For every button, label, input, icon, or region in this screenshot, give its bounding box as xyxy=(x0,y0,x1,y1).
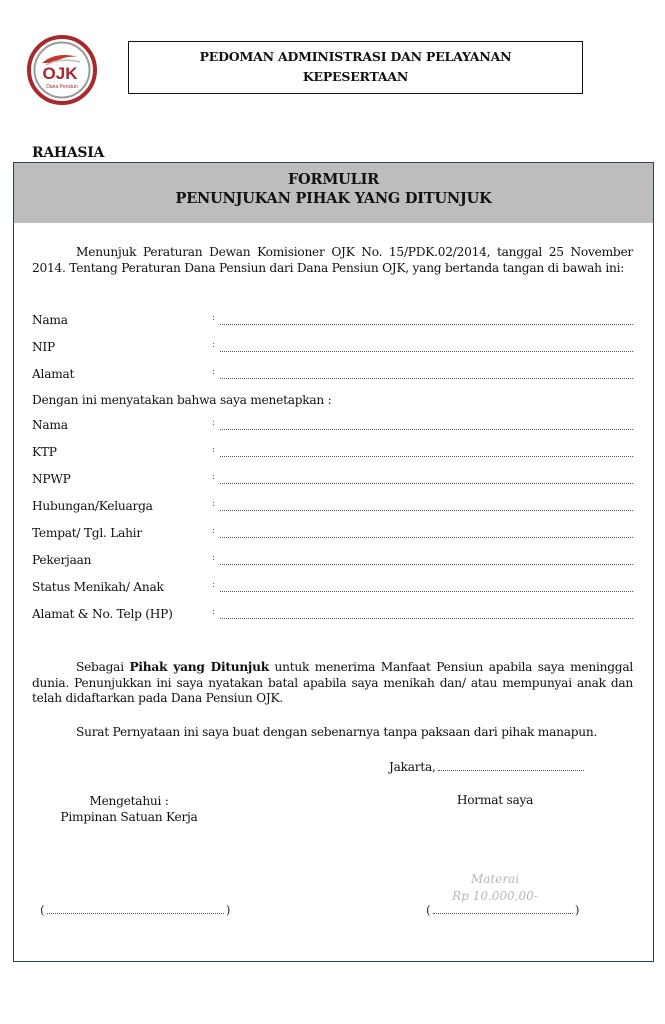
left-signature-name-line[interactable] xyxy=(47,905,224,914)
para1-pre: Sebagai xyxy=(76,660,130,674)
field-label: Alamat & No. Telp (HP) xyxy=(32,607,173,621)
stamp-placeholder xyxy=(434,871,556,905)
left-sign-label-line2: Pimpinan Satuan Kerja xyxy=(60,810,198,824)
field-colon: : xyxy=(212,607,215,617)
classification-label: RAHASIA xyxy=(32,145,105,161)
paren-close: ) xyxy=(574,903,580,917)
field-label: Tempat/ Tgl. Lahir xyxy=(32,526,142,540)
field-input-line[interactable] xyxy=(220,350,633,352)
field-colon: : xyxy=(212,418,215,428)
field-input-line[interactable] xyxy=(220,509,633,511)
form-title-line2: PENUNJUKAN PIHAK YANG DITUNJUK xyxy=(175,190,492,207)
left-sign-label-line1: Mengetahui : xyxy=(89,794,169,808)
field-nominee-nama[interactable] xyxy=(32,418,633,434)
field-nominee-npwp[interactable] xyxy=(32,472,633,488)
field-colon: : xyxy=(212,553,215,563)
field-input-line[interactable] xyxy=(220,428,633,430)
field-label: Pekerjaan xyxy=(32,553,92,567)
form-title-line1: FORMULIR xyxy=(287,171,380,188)
field-colon: : xyxy=(212,340,215,350)
logo-subtitle: Dana Pensiun xyxy=(46,84,78,90)
field-colon: : xyxy=(212,472,215,482)
left-signature-title xyxy=(54,793,204,825)
right-signature-name-line[interactable] xyxy=(433,905,573,914)
ojk-logo xyxy=(26,35,98,105)
field-nominee-tempat-tgl-lahir[interactable] xyxy=(32,526,633,542)
stamp-line2: Rp 10.000,00- xyxy=(452,889,538,903)
field-input-line[interactable] xyxy=(220,455,633,457)
declaration-paragraph xyxy=(32,725,633,741)
form-title-band xyxy=(14,163,653,223)
field-label: Nama xyxy=(32,418,68,432)
nominee-paragraph xyxy=(32,660,633,707)
paren-open: ( xyxy=(426,903,431,917)
field-label: NIP xyxy=(32,340,55,354)
field-colon: : xyxy=(212,313,215,323)
para1-bold: Pihak yang Ditunjuk xyxy=(129,660,269,674)
intro-text: Menunjuk Peraturan Dewan Komisioner OJK No. 15/PDK.02/2014, tanggal 25 November 2014. Tentang Peraturan Dana Pensiun dari Dana Pensiun OJK, yang bertanda tangan di bawah ini: xyxy=(32,245,633,275)
field-label: Status Menikah/ Anak xyxy=(32,580,164,594)
field-input-line[interactable] xyxy=(220,563,633,565)
form-frame xyxy=(13,162,654,962)
field-input-line[interactable] xyxy=(220,590,633,592)
field-label: Alamat xyxy=(32,367,75,381)
right-signature-title: Hormat saya xyxy=(456,793,534,807)
field-nominee-status[interactable] xyxy=(32,580,633,596)
right-signature-line[interactable] xyxy=(426,903,579,917)
field-colon: : xyxy=(212,580,215,590)
header-title-line1: PEDOMAN ADMINISTRASI DAN PELAYANAN xyxy=(199,49,512,64)
field-nominee-alamat-telp[interactable] xyxy=(32,607,633,623)
field-colon: : xyxy=(212,526,215,536)
field-colon: : xyxy=(212,367,215,377)
field-colon: : xyxy=(212,499,215,509)
statement-text: Dengan ini menyatakan bahwa saya menetapkan : xyxy=(32,393,332,407)
field-input-line[interactable] xyxy=(220,323,633,325)
field-label: Hubungan/Keluarga xyxy=(32,499,153,513)
paren-open: ( xyxy=(40,903,45,917)
field-input-line[interactable] xyxy=(220,377,633,379)
date-input-line[interactable] xyxy=(438,762,584,771)
stamp-line1: Materai xyxy=(470,872,520,886)
para1-post: untuk menerima Manfaat Pensiun apabila saya meninggal dunia. Penunjukkan ini saya nyatakan batal apabila saya menikah dan/ atau mempunyai anak dan telah didaftarkan pada Dana Pensiun OJK. xyxy=(32,660,633,705)
field-input-line[interactable] xyxy=(220,482,633,484)
field-nominee-pekerjaan[interactable] xyxy=(32,553,633,569)
place-label: Jakarta, xyxy=(389,760,436,774)
para2-text: Surat Pernyataan ini saya buat dengan sebenarnya tanpa paksaan dari pihak manapun. xyxy=(76,725,598,739)
document-header xyxy=(128,41,583,94)
field-signer-alamat[interactable] xyxy=(32,367,633,383)
field-signer-nama[interactable] xyxy=(32,313,633,329)
paren-close: ) xyxy=(225,903,231,917)
field-label: KTP xyxy=(32,445,57,459)
field-label: NPWP xyxy=(32,472,71,486)
field-input-line[interactable] xyxy=(220,617,633,619)
field-colon: : xyxy=(212,445,215,455)
field-nominee-hubungan[interactable] xyxy=(32,499,633,515)
field-nominee-ktp[interactable] xyxy=(32,445,633,461)
field-input-line[interactable] xyxy=(220,536,633,538)
header-title-line2: KEPESERTAAN xyxy=(302,69,409,84)
left-signature-line[interactable] xyxy=(40,903,230,917)
logo-brand: OJK xyxy=(42,64,78,83)
field-label: Nama xyxy=(32,313,68,327)
intro-paragraph xyxy=(32,245,633,276)
field-signer-nip[interactable] xyxy=(32,340,633,356)
place-date[interactable] xyxy=(389,760,584,774)
